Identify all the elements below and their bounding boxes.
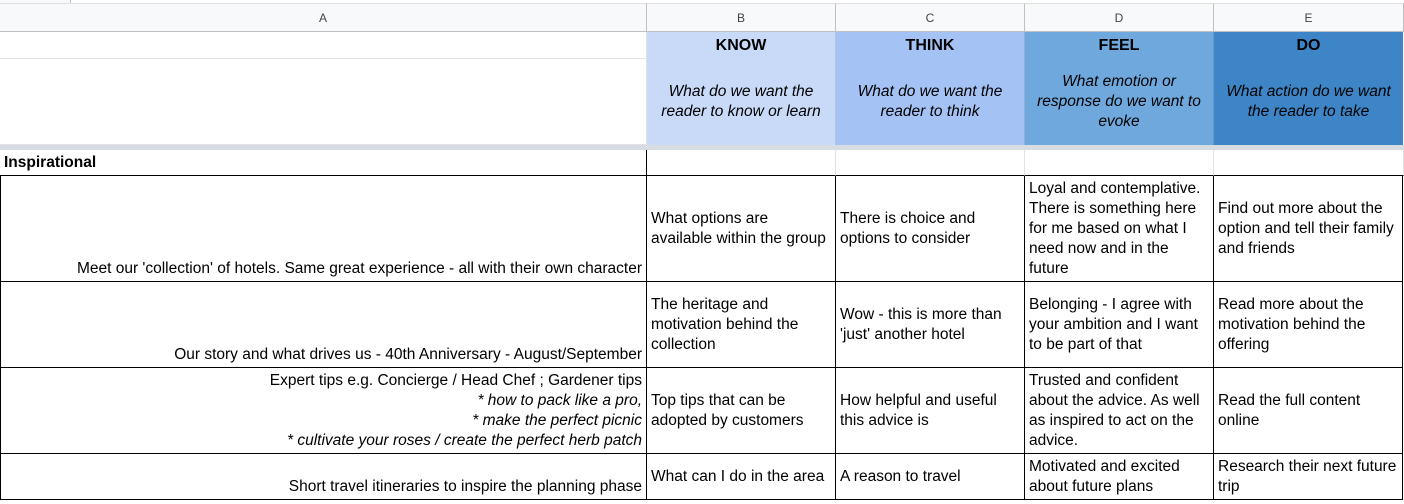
- cell-d-section[interactable]: [1025, 150, 1214, 176]
- row3-content-cell[interactable]: [0, 368, 647, 454]
- row4-know-cell[interactable]: [647, 454, 836, 500]
- column-header-b[interactable]: B: [647, 3, 836, 32]
- row4-content-line: Short travel itineraries to inspire the planning phase: [288, 478, 642, 495]
- row1-think-text: There is choice and options to consider: [840, 209, 976, 247]
- row4-feel-cell[interactable]: [1025, 454, 1214, 500]
- row1-do-cell[interactable]: [1214, 176, 1403, 282]
- row1-content-cell[interactable]: [0, 176, 647, 282]
- header-know-subtitle[interactable]: What do we want the reader to know or learn: [647, 59, 836, 145]
- row3-think-text: How helpful and useful this advice is: [840, 391, 997, 429]
- column-header-d[interactable]: D: [1025, 3, 1214, 32]
- row4-know-text: What can I do in the area: [651, 467, 825, 485]
- row2-content-line: Our story and what drives us - 40th Anniversary - August/September: [174, 346, 642, 363]
- row2-think-cell[interactable]: [836, 282, 1025, 368]
- row2-know-text: The heritage and motivation behind the collection: [651, 295, 799, 353]
- row4-feel-text: Motivated and excited about future plans: [1029, 457, 1180, 495]
- row3-feel-cell[interactable]: [1025, 368, 1214, 454]
- column-header-e[interactable]: E: [1214, 3, 1404, 32]
- row2-know-cell[interactable]: [647, 282, 836, 368]
- row1-do-text: Find out more about the option and tell their family and friends: [1218, 199, 1394, 257]
- row3-content-line-2: * how to pack like a pro,: [477, 392, 642, 409]
- row1-know-text: What options are available within the group: [651, 209, 826, 247]
- row3-feel-text: Trusted and confident about the advice. As well as inspired to act on the advice.: [1029, 371, 1200, 449]
- header-feel-title[interactable]: FEEL: [1025, 32, 1214, 59]
- header-think-title[interactable]: THINK: [836, 32, 1025, 59]
- cell-a1[interactable]: [0, 32, 647, 59]
- row3-know-text: Top tips that can be adopted by customers: [651, 391, 804, 429]
- next-row-edge: [0, 500, 1404, 504]
- cell-c-section[interactable]: [836, 150, 1025, 176]
- row3-do-cell[interactable]: [1214, 368, 1403, 454]
- row4-do-cell[interactable]: [1214, 454, 1403, 500]
- header-feel-subtitle[interactable]: What emotion or response do we want to evoke: [1025, 59, 1214, 145]
- row4-content-cell[interactable]: [0, 454, 647, 500]
- column-header-c[interactable]: C: [836, 3, 1025, 32]
- column-header-a[interactable]: A: [0, 3, 647, 32]
- row2-think-text: Wow - this is more than 'just' another hotel: [840, 305, 1002, 343]
- header-think-subtitle[interactable]: What do we want the reader to think: [836, 59, 1025, 145]
- cell-e-section[interactable]: [1214, 150, 1404, 176]
- row2-feel-cell[interactable]: [1025, 282, 1214, 368]
- row3-do-text: Read the full content online: [1218, 391, 1361, 429]
- row2-do-cell[interactable]: [1214, 282, 1403, 368]
- row1-feel-cell[interactable]: [1025, 176, 1214, 282]
- header-know-title[interactable]: KNOW: [647, 32, 836, 59]
- row4-do-text: Research their next future trip: [1218, 457, 1397, 495]
- row3-think-cell[interactable]: [836, 368, 1025, 454]
- row2-content-cell[interactable]: [0, 282, 647, 368]
- header-do-subtitle[interactable]: What action do we want the reader to take: [1214, 59, 1403, 145]
- cell-b-section[interactable]: [647, 150, 836, 176]
- row3-content-line-4: * cultivate your roses / create the perfect herb patch: [287, 432, 642, 449]
- row2-do-text: Read more about the motivation behind the offering: [1218, 295, 1366, 353]
- row3-content-line-1: Expert tips e.g. Concierge / Head Chef ; Gardener tips: [269, 372, 642, 389]
- section-label[interactable]: Inspirational: [0, 150, 647, 176]
- row1-feel-text: Loyal and contemplative. There is something here for me based on what I need now and in the future: [1029, 179, 1201, 277]
- row4-think-text: A reason to travel: [840, 467, 961, 485]
- header-do-title[interactable]: DO: [1214, 32, 1403, 59]
- row3-know-cell[interactable]: [647, 368, 836, 454]
- row1-content-line: Meet our 'collection' of hotels. Same great experience - all with their own character: [76, 260, 642, 277]
- row3-content-line-3: * make the perfect picnic: [472, 412, 642, 429]
- row1-think-cell[interactable]: [836, 176, 1025, 282]
- row2-feel-text: Belonging - I agree with your ambition and I want to be part of that: [1029, 295, 1198, 353]
- row1-know-cell[interactable]: [647, 176, 836, 282]
- cell-a2[interactable]: [0, 59, 647, 145]
- row4-think-cell[interactable]: [836, 454, 1025, 500]
